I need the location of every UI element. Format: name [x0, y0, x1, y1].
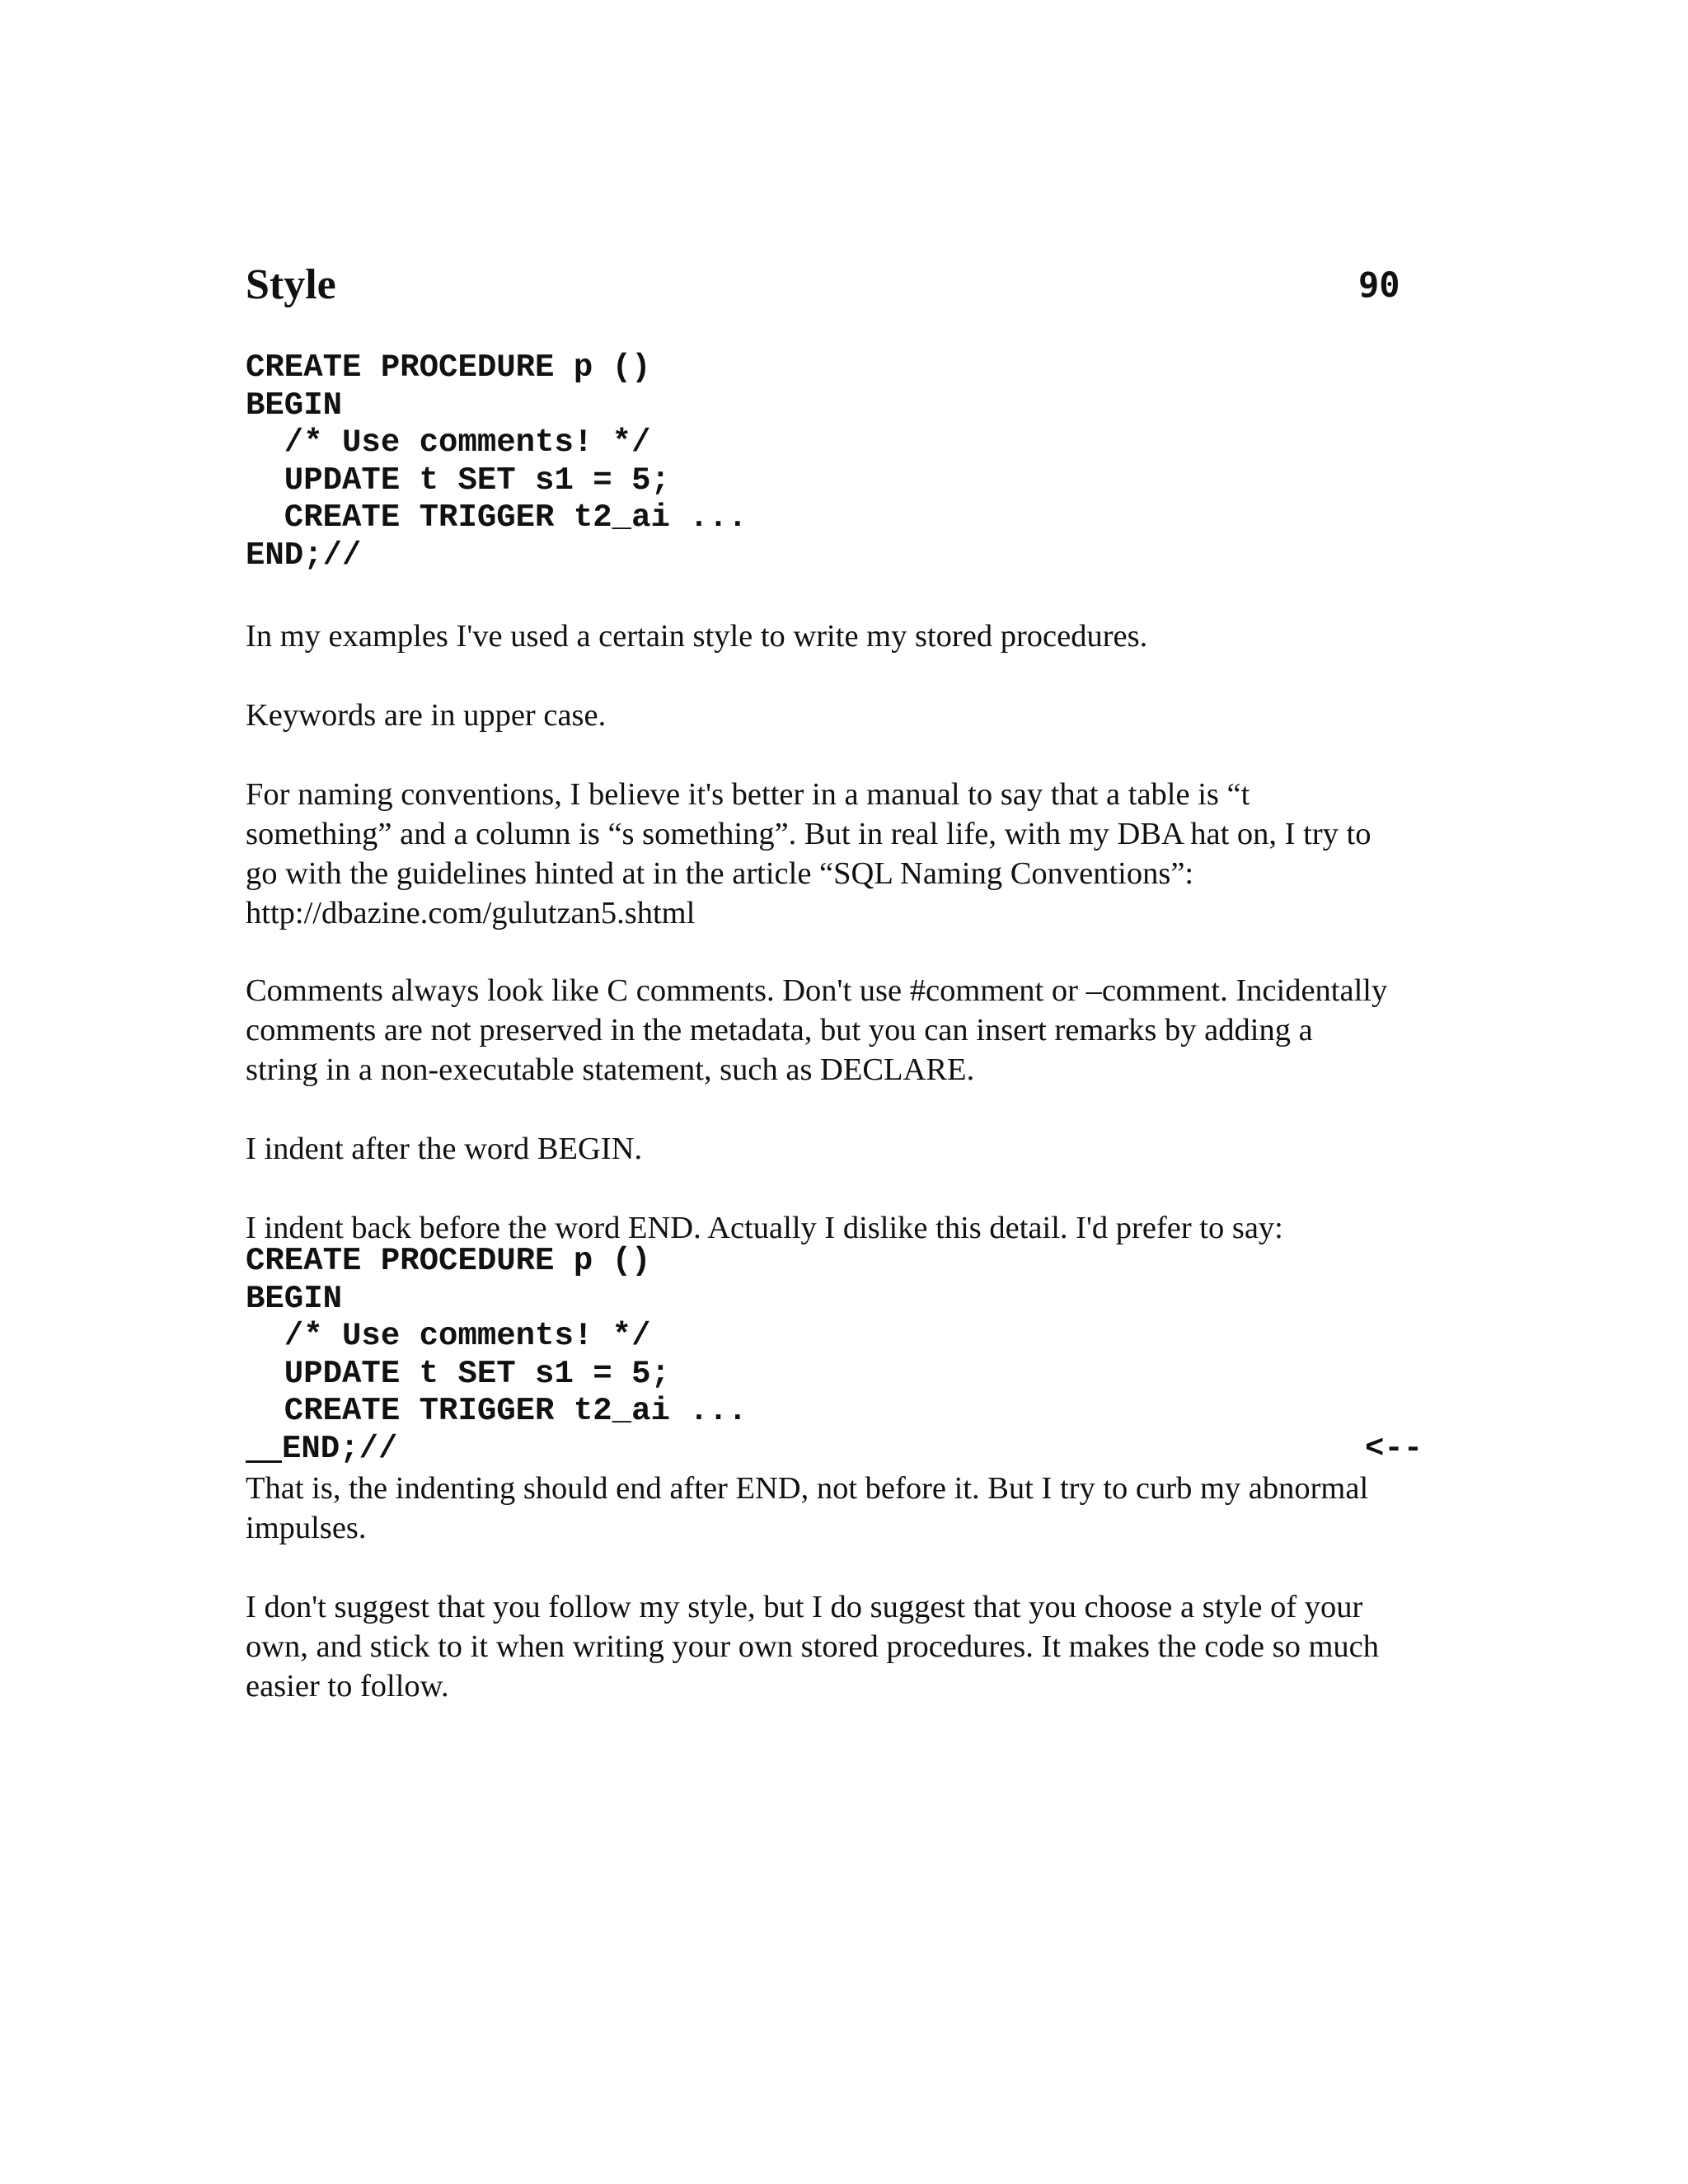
paragraph-line: Comments always look like C comments. Don't use #comment or –comment. Incidentally — [246, 973, 1388, 1008]
paragraph-indenting-end — [246, 1469, 1449, 1548]
url-line: http://dbazine.com/gulutzan5.shtml — [246, 896, 696, 930]
code-line: CREATE TRIGGER t2_ai ... — [246, 499, 748, 536]
paragraph-comments — [246, 971, 1449, 1090]
paragraph-line: Keywords are in upper case. — [246, 698, 607, 733]
code-line: UPDATE t SET s1 = 5; — [246, 462, 670, 499]
page-number: 90 — [1358, 265, 1400, 305]
paragraph-line: That is, the indenting should end after END, not before it. But I try to curb my abnormal — [246, 1471, 1369, 1506]
code-line: /* Use comments! */ — [246, 1318, 651, 1354]
paragraph-naming — [246, 775, 1449, 933]
paragraph-line: impulses. — [246, 1511, 367, 1545]
code-line: CREATE PROCEDURE p () — [246, 1243, 651, 1279]
paragraph-line: I don't suggest that you follow my style, but I do suggest that you choose a style of your — [246, 1590, 1363, 1624]
paragraph-indent-begin — [246, 1129, 1449, 1169]
paragraph-keywords — [246, 696, 1449, 735]
code-line: END;// — [246, 537, 362, 574]
code-end-line — [246, 1430, 1423, 1469]
paragraph-indent-end — [246, 1208, 1449, 1248]
code-line: CREATE TRIGGER t2_ai ... — [246, 1393, 748, 1429]
paragraph-style-intro — [246, 616, 1449, 656]
code-block-first — [246, 349, 748, 574]
paragraph-line: go with the guidelines hinted at in the article “SQL Naming Conventions”: — [246, 856, 1194, 891]
paragraph-line: In my examples I've used a certain style to write my stored procedures. — [246, 619, 1148, 654]
paragraph-line: own, and stick to it when writing your own stored procedures. It makes the code so much — [246, 1629, 1380, 1664]
paragraph-line: For naming conventions, I believe it's better in a manual to say that a table is “t — [246, 777, 1250, 812]
paragraph-line: something” and a column is “s something”. But in real life, with my DBA hat on, I try to — [246, 817, 1372, 851]
paragraph-line: comments are not preserved in the metadata, but you can insert remarks by adding a — [246, 1013, 1313, 1047]
code-end-text: END;// — [282, 1430, 398, 1467]
code-line: BEGIN — [246, 1280, 343, 1317]
indent-underline — [246, 1431, 282, 1463]
code-line: /* Use comments! */ — [246, 424, 651, 461]
paragraph-line: string in a non-executable statement, such as DECLARE. — [246, 1052, 975, 1087]
paragraph-line: I indent back before the word END. Actually I dislike this detail. I'd prefer to say: — [246, 1211, 1283, 1245]
code-line: CREATE PROCEDURE p () — [246, 349, 651, 386]
code-block-second — [246, 1243, 1423, 1468]
code-line: UPDATE t SET s1 = 5; — [246, 1355, 670, 1392]
paragraph-line: I indent after the word BEGIN. — [246, 1132, 643, 1166]
paragraph-line: easier to follow. — [246, 1669, 449, 1704]
paragraph-style-advice — [246, 1587, 1449, 1706]
section-title: Style — [246, 261, 336, 308]
page-header — [246, 260, 1416, 318]
code-line: BEGIN — [246, 387, 343, 424]
left-arrow-marker: <-- — [1365, 1430, 1423, 1467]
